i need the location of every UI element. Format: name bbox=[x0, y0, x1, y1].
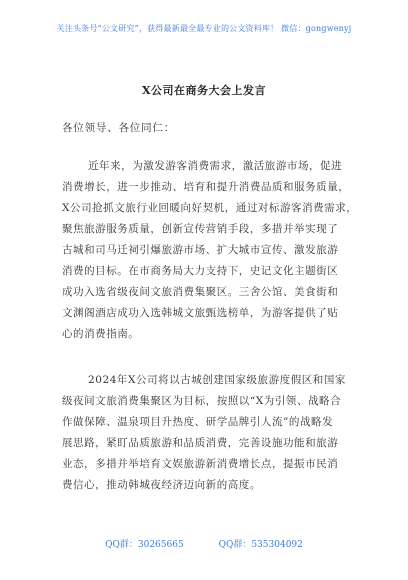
document-title: X公司在商务大会上发言 bbox=[141, 84, 267, 97]
salutation: 各位领导、各位同仁： bbox=[62, 122, 175, 134]
paragraph-2-line: 业态，多措并举培育文娱旅游新消费增长点，提振市民消 bbox=[62, 458, 339, 470]
paragraph-1-line: 消费的目标。在市商务局大力支持下，史记文化主题街区 bbox=[62, 265, 339, 277]
header-banner: 关注头条号“公文研究”，获得最新最全最专业的公文资料库！ 微信：gongwenyj bbox=[56, 24, 352, 33]
paragraph-1-line: 聚焦旅游服务质量，创新宣传营销手段，多措并举实现了 bbox=[62, 223, 339, 235]
paragraph-1-line: 近年来，为激发游客消费需求，激活旅游市场，促进 bbox=[88, 160, 343, 172]
paragraph-2-line: 2024年X公司将以古城创建国家级旅游度假区和国家 bbox=[88, 374, 346, 386]
paragraph-2-line: 级夜间文旅消费集聚区为目标，按照以“X为引领、战略合 bbox=[62, 395, 342, 407]
paragraph-2-line: 费信心，推动韩城夜经济迈向新的高度。 bbox=[62, 479, 261, 491]
paragraph-2-line: 作做保障、温泉项目升热度、研学品牌引人流”的战略发 bbox=[62, 416, 334, 428]
paragraph-1-line: 心的消费指南。 bbox=[62, 328, 140, 340]
footer bbox=[0, 537, 408, 550]
paragraph-1-line: 古城和司马迁祠引爆旅游市场、扩大城市宣传、激发旅游 bbox=[62, 244, 339, 256]
paragraph-1-line: 消费增长，进一步推动、培育和提升消费品质和服务质量， bbox=[62, 181, 350, 193]
paragraph-1-line: 文渊阁酒店成功入选韩城文旅甄选榜单，为游客提供了贴 bbox=[62, 307, 339, 319]
paragraph-2-line: 展思路，紧盯品质旅游和品质消费，完善设施功能和旅游 bbox=[62, 437, 339, 449]
paragraph-1-line: 成功入选省级夜间文旅消费集聚区。三舍公馆、美食街和 bbox=[62, 286, 339, 298]
qq-group-2: QQ群：535304092 bbox=[218, 540, 303, 550]
qq-group-1: QQ群：30265665 bbox=[105, 540, 184, 550]
paragraph-1-line: X公司抢抓文旅行业回暖向好契机，通过对标游客消费需求， bbox=[62, 202, 358, 214]
